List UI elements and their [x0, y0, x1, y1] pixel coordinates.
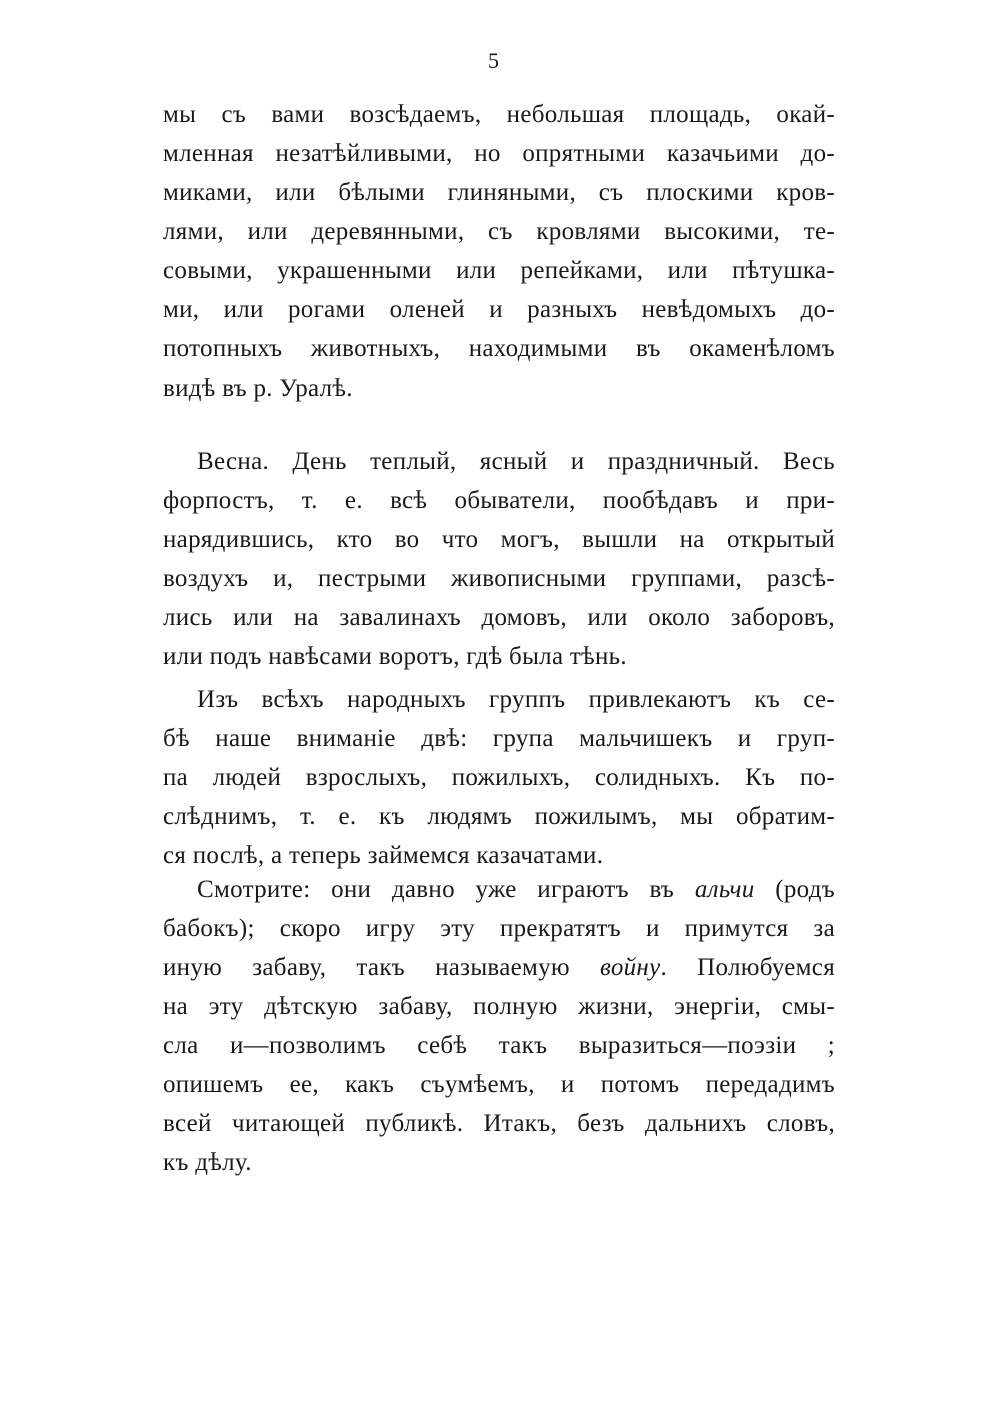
text-line: всей читающей публикѣ. Итакъ, безъ дальнихъ словъ, — [163, 1110, 835, 1137]
italic-term: войну — [600, 954, 661, 981]
text-line: Весна. День теплый, ясный и праздничный. Весь — [197, 448, 835, 475]
text-line: ми, или рогами оленей и разныхъ невѣдомыхъ до- — [163, 296, 835, 323]
text-line: совыми, украшенными или репейками, или пѣтушка- — [163, 257, 835, 284]
text-line — [163, 953, 835, 983]
text-run: . Полюбуемся — [660, 954, 835, 981]
text-line: слѣднимъ, т. е. къ людямъ пожилымъ, мы обратим- — [163, 803, 835, 830]
text-line: сла и—позволимъ себѣ такъ выразиться—поэзіи ; — [163, 1032, 835, 1059]
text-line: воздухъ и, пестрыми живописными группами, разсѣ- — [163, 565, 835, 592]
text-line: лями, или деревянными, съ кровлями высокими, те- — [163, 218, 835, 245]
text-line: потопныхъ животныхъ, находимыми въ окаменѣломъ — [163, 335, 835, 362]
text-line: бабокъ); скоро игру эту прекратятъ и примутся за — [163, 915, 835, 942]
text-line: или подъ навѣсами воротъ, гдѣ была тѣнь. — [163, 643, 627, 670]
text-line: опишемъ ее, какъ съумѣемъ, и потомъ передадимъ — [163, 1071, 835, 1098]
page-number: 5 — [488, 48, 499, 73]
text-line: ся послѣ, а теперь займемся казачатами. — [163, 842, 604, 869]
text-run: Смотрите: они давно уже играютъ въ — [197, 876, 675, 903]
text-line: Изъ всѣхъ народныхъ группъ привлекаютъ къ се- — [197, 686, 835, 713]
text-line: бѣ наше вниманіе двѣ: група мальчишекъ и груп- — [163, 725, 835, 752]
text-line: па людей взрослыхъ, пожилыхъ, солидныхъ. Къ по- — [163, 764, 835, 791]
text-line: форпостъ, т. е. всѣ обыватели, пообѣдавъ и при- — [163, 487, 835, 514]
text-line: мленная незатѣйливыми, но опрятными казачьими до- — [163, 140, 835, 167]
text-line: нарядившись, кто во что могъ, вышли на открытый — [163, 526, 835, 553]
text-line: къ дѣлу. — [163, 1149, 252, 1176]
text-line: лись или на завалинахъ домовъ, или около заборовъ, — [163, 604, 835, 631]
text-line: на эту дѣтскую забаву, полную жизни, энергіи, смы- — [163, 993, 835, 1020]
italic-term: альчи — [694, 876, 755, 903]
text-run: (родъ — [775, 876, 835, 903]
text-line: миками, или бѣлыми глиняными, съ плоскими кров- — [163, 179, 835, 206]
text-line: мы съ вами возсѣдаемъ, небольшая площадь, окай- — [163, 101, 835, 128]
text-line — [197, 875, 835, 905]
text-line: видѣ въ р. Уралѣ. — [163, 375, 353, 402]
text-run: иную забаву, такъ называемую — [163, 954, 570, 981]
